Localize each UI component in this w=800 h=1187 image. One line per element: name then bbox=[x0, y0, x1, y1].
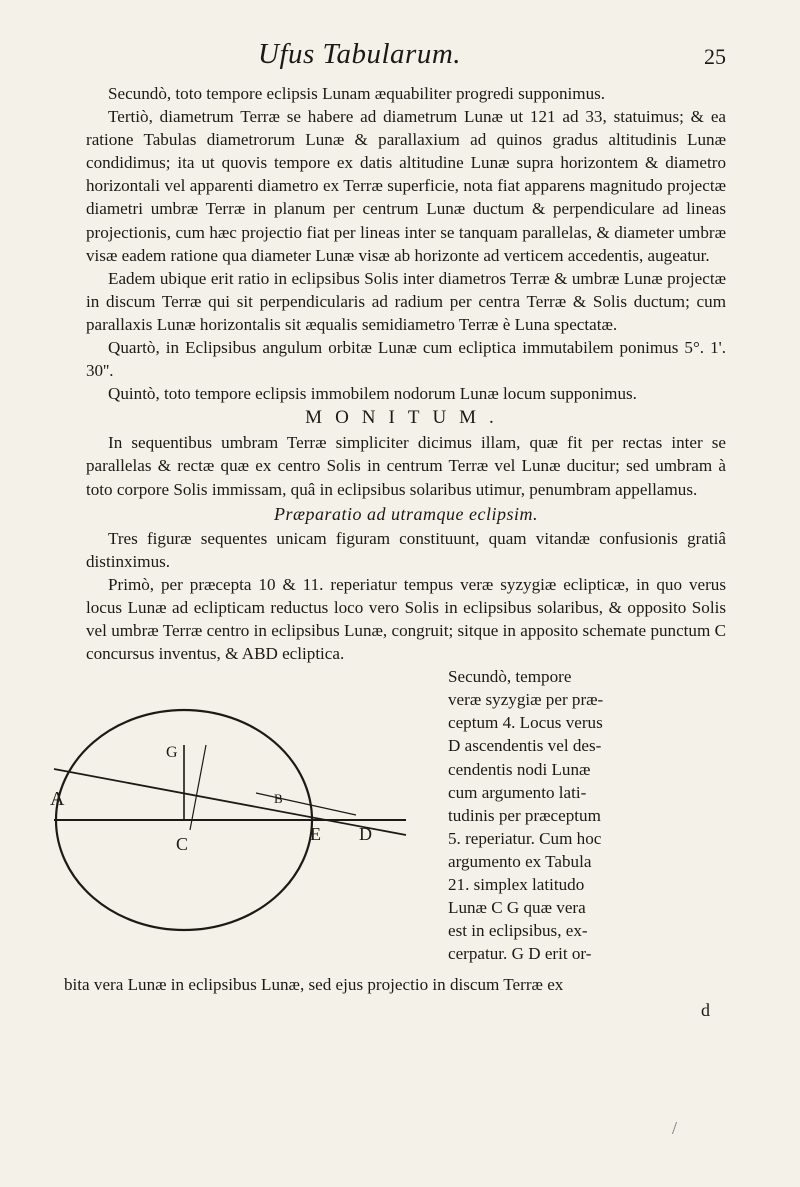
paragraph-tres-figurae: Tres figuræ sequentes unicam figuram constituunt, quam vitandæ confusionis gratiâ distinximus. bbox=[86, 528, 726, 571]
label-c: C bbox=[176, 834, 189, 855]
side-line: Lunæ C G quæ vera bbox=[448, 898, 586, 918]
paragraph-primo: Primò, per præcepta 10 & 11. reperiatur tempus veræ syzygiæ eclipticæ, in quo verus locus Lunæ ad eclipticam reductus loco vero Solis in eclipsibus solaribus, & opposito Solis vel umbræ Terræ centro in eclipsibus Lunæ, congruit; sitque in apposito schemate punctum C concursus inventus, & ABD ecliptica. bbox=[86, 574, 726, 664]
side-line: cendentis nodi Lunæ bbox=[448, 759, 591, 779]
page-header bbox=[86, 38, 726, 82]
side-line: argumento ex Tabula bbox=[448, 851, 592, 871]
paragraph-quarto: Quartò, in Eclipsibus angulum orbitæ Lunæ cum ecliptica immutabilem ponimus 5°. 1'. 30''. bbox=[86, 338, 726, 381]
eclipse-diagram bbox=[26, 665, 416, 965]
monitum-heading: MONITUM. bbox=[305, 407, 507, 429]
page-number: 25 bbox=[704, 44, 726, 69]
side-line: cerpatur. G D erit or- bbox=[448, 944, 592, 964]
paragraph-quinto: Quintò, toto tempore eclipsis immobilem nodorum Lunæ locum supponimus. bbox=[108, 384, 637, 404]
paragraph-eadem: Eadem ubique erit ratio in eclipsibus Solis inter diametros Terræ & umbræ Lunæ projectæ in discum Terræ qui sit perpendicularis ad radium per centra Terræ & Solis ductum; cum parallaxis Lunæ horizontalis sit æqualis semidiametro Terræ è Luna spectatæ. bbox=[86, 268, 726, 334]
perpendicular-line bbox=[190, 745, 206, 830]
side-line: 21. simplex latitudo bbox=[448, 875, 585, 894]
label-a: A bbox=[50, 788, 65, 811]
inner-line bbox=[256, 793, 356, 815]
paragraph-monitum: In sequentibus umbram Terræ simpliciter dicimus illam, quæ fit per rectas inter se parallelas & rectæ quæ ex centro Solis in centrum Terræ vel Lunæ ducitur; sed umbram à toto corpore Solis immissam, quâ in eclipsibus solaribus utimur, penumbram appellamus. bbox=[86, 433, 726, 499]
side-line: veræ syzygiæ per præ- bbox=[448, 690, 604, 710]
side-line: 5. reperiatur. Cum hoc bbox=[448, 828, 602, 848]
label-b: B bbox=[274, 791, 283, 807]
label-g: G bbox=[166, 744, 178, 762]
orbit-line bbox=[54, 769, 406, 835]
side-line: tudinis per præceptum bbox=[448, 805, 601, 825]
label-e: E bbox=[310, 824, 321, 845]
closing-line: bita vera Lunæ in eclipsibus Lunæ, sed ejus projectio in discum Terræ ex bbox=[64, 975, 564, 995]
label-d: D bbox=[359, 824, 372, 845]
running-title: Ufus Tabularum. bbox=[258, 38, 462, 70]
side-line: Secundò, tempore bbox=[448, 667, 572, 687]
page-body bbox=[50, 38, 726, 996]
stray-mark: / bbox=[672, 1118, 678, 1138]
figure-block bbox=[50, 665, 726, 973]
paragraph-tertio: Tertiò, diametrum Terræ se habere ad diametrum Lunæ ut 121 ad 33, statuimus; & ea ratione Tabulas diametrorum Lunæ & parallaxium ad quinos gradus altitudinis Lunæ condidimus; ita ut quovis tempore ex datis altitudine Lunæ supra horizontem & diametro horizontali vel apparenti diametro ex Terræ superficie, nota fiat apparens magnitudo projectæ diametri umbræ Terræ in planum per centrum Lunæ ductum & perpendiculare ad lineas projectionis, cum hæc projectio fiat per lineas inter se tanquam parallelas, & diameter umbræ visæ eadem ratione qua diameter Lunæ visæ ab horizonte ad verticem accedentis, augeatur. bbox=[86, 107, 726, 265]
side-line: D ascendentis vel des- bbox=[448, 736, 602, 756]
side-line: cum argumento lati- bbox=[448, 782, 587, 802]
side-line: est in eclipsibus, ex- bbox=[448, 921, 588, 941]
paragraph-secundo: Secundò, toto tempore eclipsis Lunam æquabiliter progredi supponimus. bbox=[108, 84, 606, 103]
side-line: ceptum 4. Locus verus bbox=[448, 713, 603, 733]
catchword: d bbox=[701, 1000, 710, 1020]
praeparatio-heading: Præparatio ad utramque eclipsim. bbox=[274, 503, 538, 524]
side-column-text bbox=[448, 665, 726, 965]
